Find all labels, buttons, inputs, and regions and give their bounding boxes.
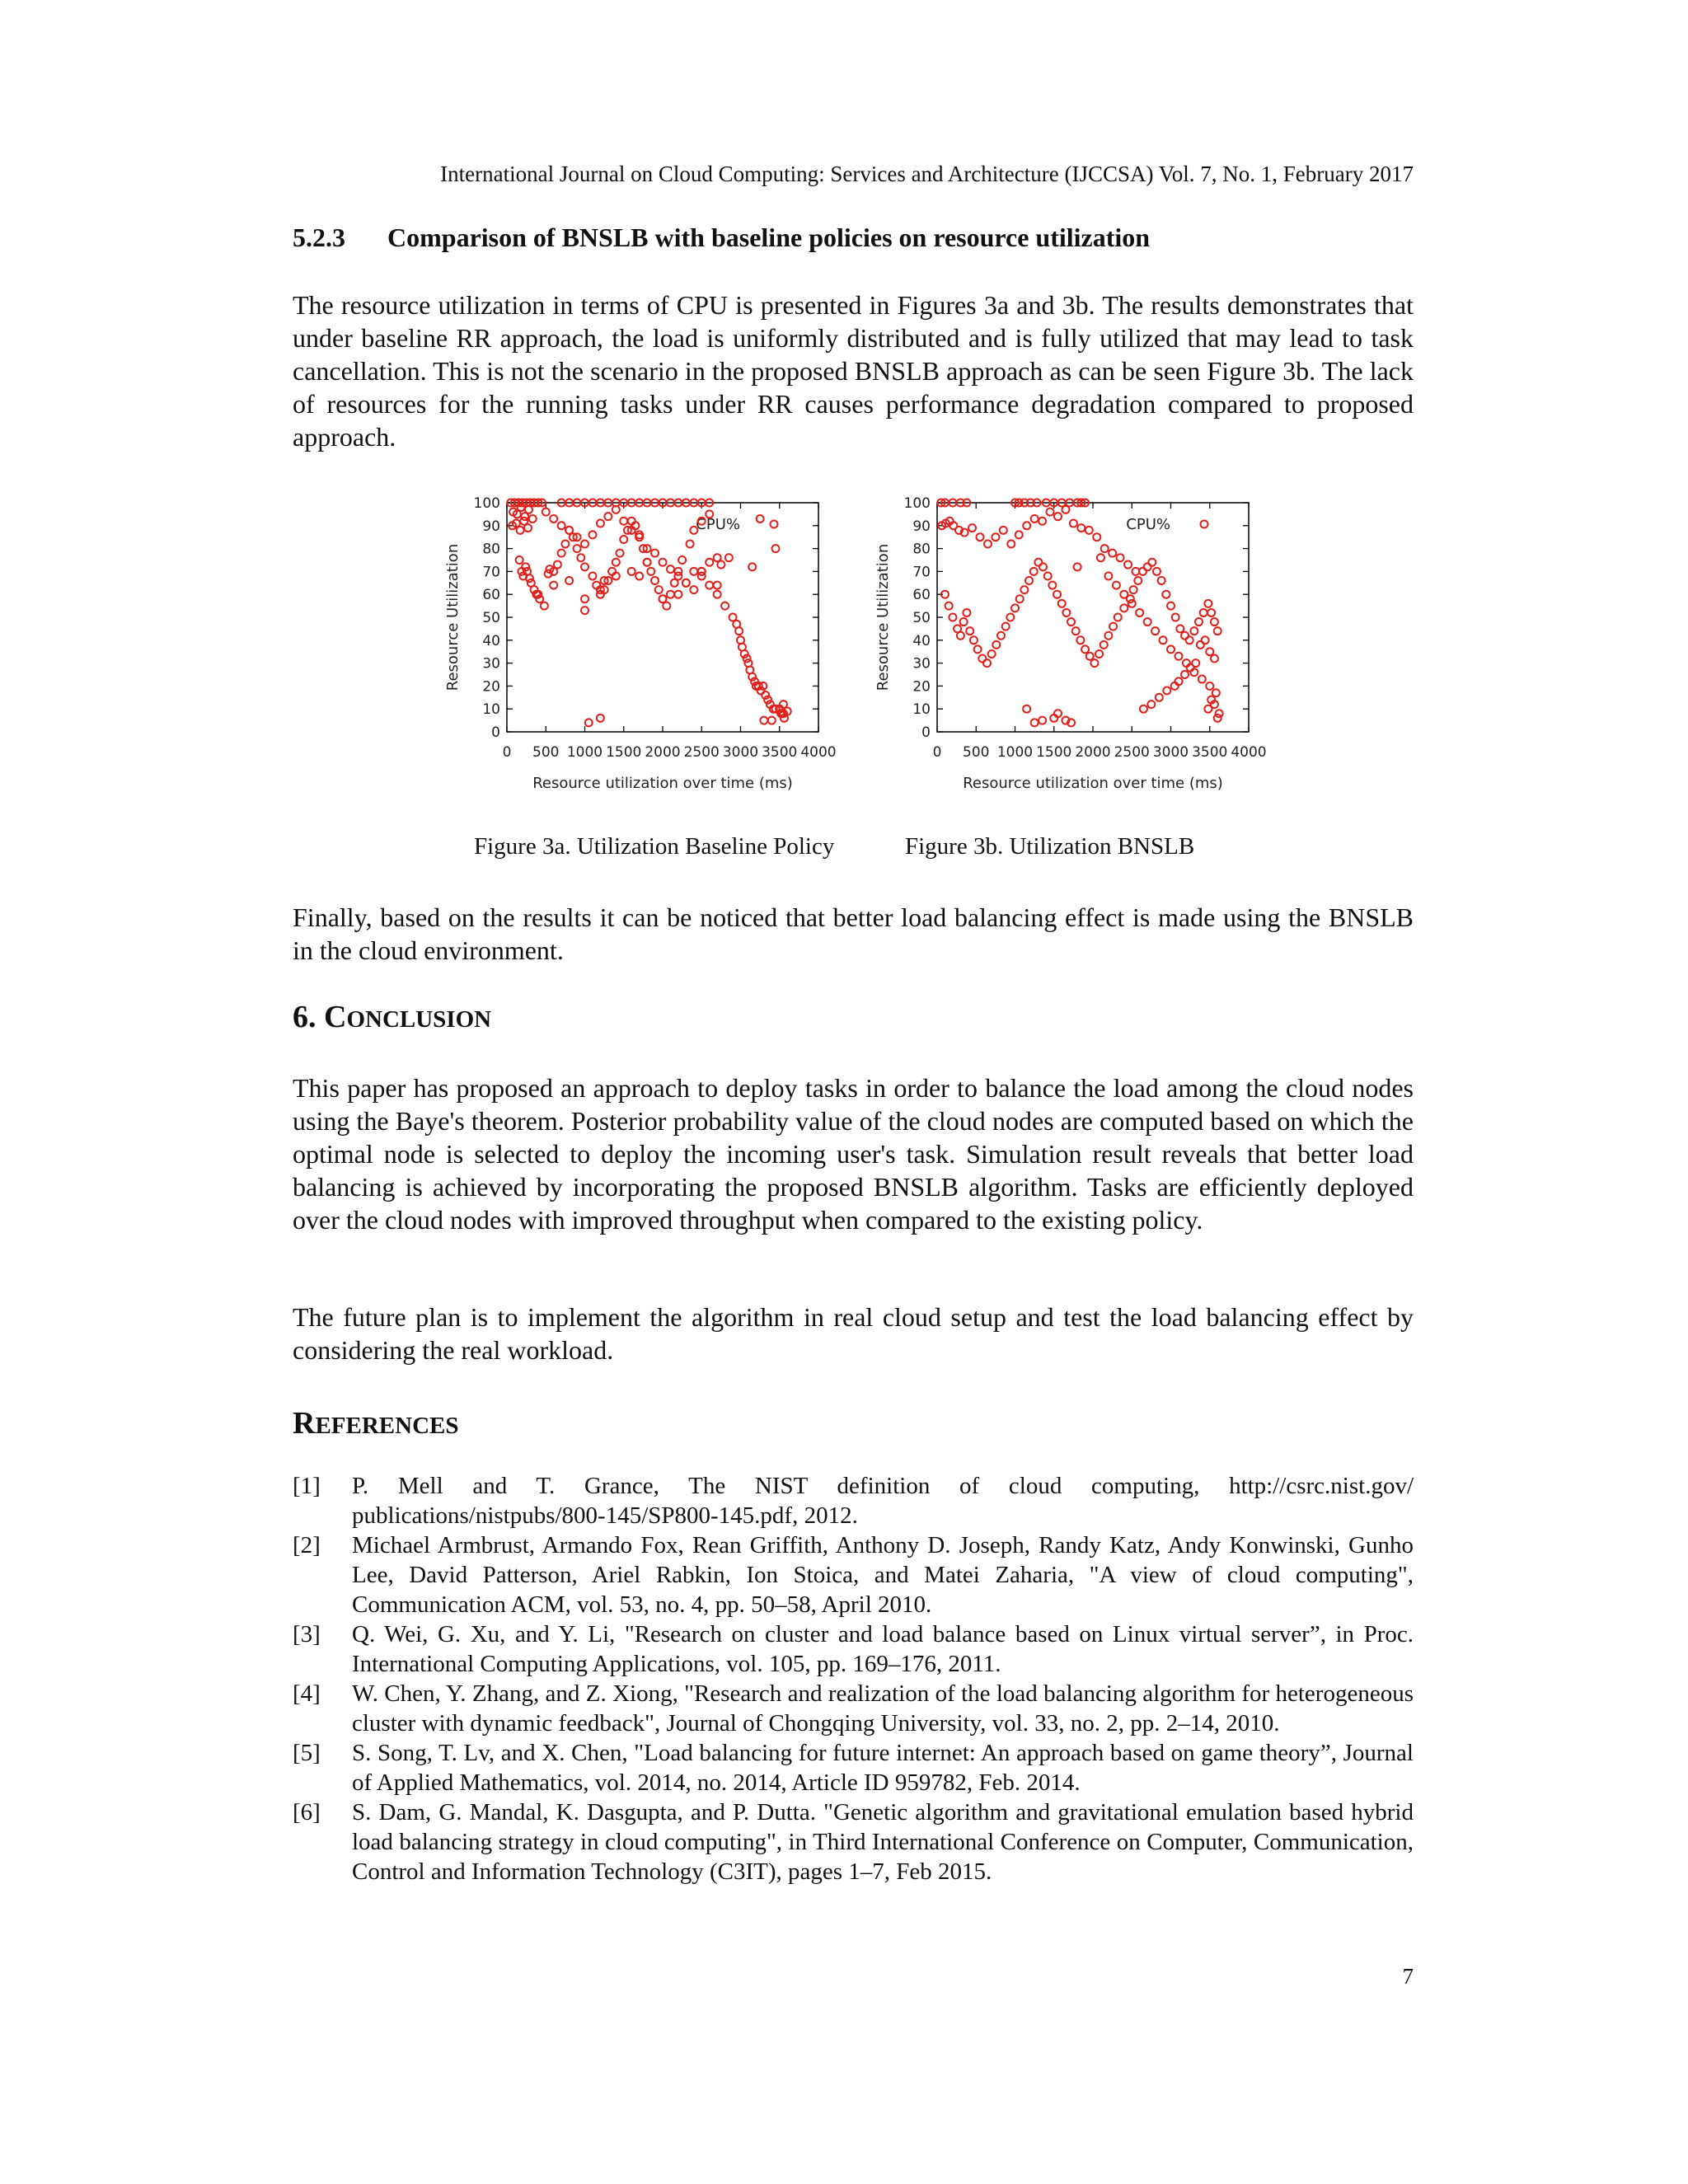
fig3b-y-tick-label: 90 bbox=[912, 518, 931, 535]
fig3b-data-point bbox=[1204, 705, 1212, 713]
fig3a-data-point bbox=[588, 572, 596, 579]
fig3b-data-point bbox=[1198, 676, 1206, 683]
fig3b-data-point bbox=[1039, 563, 1047, 570]
figure-3b-chart bbox=[855, 490, 1283, 804]
fig3a-x-tick-label: 2500 bbox=[683, 744, 720, 761]
fig3b-data-point bbox=[1206, 682, 1213, 690]
fig3a-data-point bbox=[725, 554, 733, 561]
fig3b-data-point bbox=[1136, 609, 1143, 616]
fig3a-data-point bbox=[674, 572, 682, 579]
fig3b-x-tick-label: 1000 bbox=[996, 744, 1034, 761]
fig3b-legend-label: CPU% bbox=[1126, 516, 1170, 533]
reference-item bbox=[293, 1679, 1414, 1738]
fig3b-y-tick-label: 100 bbox=[903, 495, 931, 512]
fig3b-x-tick-label: 3000 bbox=[1152, 744, 1189, 761]
fig3a-data-point bbox=[574, 545, 581, 552]
fig3a-data-point bbox=[550, 515, 557, 523]
fig3b-data-point bbox=[988, 650, 996, 658]
fig3a-data-point bbox=[558, 550, 565, 557]
fig3a-data-point bbox=[757, 515, 764, 523]
fig3b-data-point bbox=[1031, 719, 1039, 726]
fig3b-data-point bbox=[1153, 568, 1160, 575]
fig3b-x-axis-label: Resource utilization over time (ms) bbox=[963, 775, 1223, 792]
fig3b-data-point bbox=[1000, 527, 1007, 534]
reference-index: [5] bbox=[293, 1740, 321, 1766]
fig3b-data-point bbox=[1124, 561, 1132, 569]
fig3a-x-tick-label: 500 bbox=[532, 744, 560, 761]
fig3b-data-point bbox=[1181, 671, 1189, 678]
fig3a-data-point bbox=[585, 719, 593, 726]
references-heading-rest: EFERENCES bbox=[315, 1413, 459, 1439]
fig3a-data-point bbox=[561, 541, 569, 548]
fig3a-data-point bbox=[687, 541, 694, 548]
fig3b-data-point bbox=[1023, 705, 1030, 713]
fig3b-data-point bbox=[966, 627, 973, 635]
fig3b-data-point bbox=[984, 541, 992, 548]
reference-item bbox=[293, 1530, 1414, 1619]
section-number: 5.2.3 bbox=[293, 223, 345, 252]
fig3a-y-tick-label: 50 bbox=[482, 610, 500, 626]
fig3b-data-point bbox=[1214, 627, 1221, 635]
fig3b-data-point bbox=[1062, 609, 1070, 616]
fig3b-data-point bbox=[1206, 648, 1213, 655]
fig3b-data-point bbox=[945, 602, 953, 610]
fig3a-data-point bbox=[667, 565, 674, 573]
fig3b-data-point bbox=[1002, 623, 1010, 630]
fig3a-data-point bbox=[698, 568, 706, 575]
fig3b-y-tick-label: 10 bbox=[912, 701, 931, 719]
fig3b-data-point bbox=[957, 632, 964, 640]
fig3a-x-tick-label: 1500 bbox=[606, 744, 642, 761]
fig3b-data-point bbox=[1020, 586, 1028, 593]
reference-text: Michael Armbrust, Armando Fox, Rean Griffith, Anthony D. Joseph, Randy Katz, Andy Konwinski, Gunho Lee, David Patterson, Ariel Rabkin, Ion Stoica, and Matei Zaharia, "A view of cloud computing", Communication ACM, vol. 53, no. 4, pp. 50–58, April 2010. bbox=[352, 1532, 1414, 1618]
fig3a-legend-marker bbox=[771, 521, 778, 528]
fig3b-data-point bbox=[1175, 653, 1182, 660]
fig3a-y-tick-label: 20 bbox=[482, 678, 500, 696]
fig3b-data-point bbox=[1216, 710, 1223, 717]
fig3a-data-point bbox=[717, 561, 724, 569]
fig3b-data-point bbox=[1200, 609, 1207, 616]
fig3b-data-point bbox=[1114, 614, 1122, 621]
fig3a-data-point bbox=[565, 527, 573, 534]
fig3a-data-point bbox=[735, 627, 743, 635]
references-heading-first: R bbox=[293, 1406, 316, 1441]
fig3b-data-point bbox=[1117, 554, 1124, 561]
fig3a-y-tick-label: 0 bbox=[491, 724, 500, 741]
fig3a-data-point bbox=[659, 595, 667, 602]
fig3b-data-point bbox=[1070, 520, 1077, 527]
fig3b-data-point bbox=[1130, 586, 1137, 593]
fig3a-data-point bbox=[516, 556, 523, 564]
fig3a-data-point bbox=[748, 563, 756, 570]
fig3a-y-tick-label: 30 bbox=[482, 655, 500, 673]
fig3b-y-tick-label: 70 bbox=[912, 564, 931, 581]
fig3b-data-point bbox=[963, 609, 970, 616]
reference-index: [4] bbox=[293, 1680, 321, 1707]
fig3a-data-point bbox=[554, 561, 561, 569]
fig3b-data-point bbox=[1156, 694, 1163, 701]
fig3b-data-point bbox=[983, 659, 991, 667]
fig3a-data-point bbox=[558, 522, 565, 529]
fig3a-data-point bbox=[674, 591, 682, 598]
fig3a-data-point bbox=[659, 559, 667, 566]
fig3a-data-point bbox=[581, 541, 588, 548]
fig3b-x-tick-label: 500 bbox=[963, 744, 990, 761]
fig3a-x-tick-label: 4000 bbox=[800, 744, 837, 761]
reference-index: [1] bbox=[293, 1473, 321, 1499]
fig3b-data-point bbox=[1195, 618, 1203, 626]
reference-text: W. Chen, Y. Zhang, and Z. Xiong, "Research and realization of the load balancing algorithm for heterogeneous cluster with dynamic feedback", Journal of Chongqing University, vol. 33, no. 2, pp. 2–14, 2010. bbox=[352, 1680, 1414, 1736]
fig3a-data-point bbox=[529, 515, 537, 523]
fig3a-y-tick-label: 70 bbox=[482, 564, 500, 581]
fig3a-data-point bbox=[620, 536, 627, 543]
fig3a-data-point bbox=[667, 591, 674, 598]
fig3a-data-point bbox=[565, 577, 573, 584]
fig3b-data-point bbox=[1197, 641, 1204, 649]
fig3b-data-point bbox=[1104, 632, 1112, 640]
fig3b-data-point bbox=[970, 636, 978, 644]
fig3b-y-tick-label: 30 bbox=[912, 655, 931, 673]
fig3a-y-tick-label: 60 bbox=[482, 587, 500, 604]
fig3a-data-point bbox=[597, 520, 604, 527]
fig3a-data-point bbox=[706, 582, 713, 589]
fig3a-data-point bbox=[706, 559, 713, 566]
figure-3a-chart bbox=[424, 490, 853, 804]
fig3b-x-tick-label: 1500 bbox=[1036, 744, 1072, 761]
reference-text: S. Dam, G. Mandal, K. Dasgupta, and P. Dutta. "Genetic algorithm and gravitational emulation based hybrid load balancing strategy in cloud computing", in Third International Conference on Computer, Communication, Control and Information Technology (C3IT), pages 1–7, Feb 2015. bbox=[352, 1799, 1414, 1885]
fig3b-data-point bbox=[1172, 614, 1179, 621]
fig3b-data-point bbox=[1034, 559, 1042, 566]
fig3a-data-point bbox=[678, 556, 686, 564]
fig3b-data-point bbox=[1214, 715, 1221, 722]
fig3b-data-point bbox=[1144, 618, 1151, 626]
fig3b-data-point bbox=[1100, 641, 1108, 649]
fig3b-y-tick-label: 50 bbox=[912, 610, 931, 626]
fig3a-data-point bbox=[690, 586, 697, 593]
fig3b-y-tick-label: 0 bbox=[921, 724, 931, 741]
fig3b-data-point bbox=[1053, 591, 1061, 598]
fig3b-data-point bbox=[1147, 701, 1155, 708]
fig3b-data-point bbox=[949, 614, 956, 621]
reference-item bbox=[293, 1797, 1414, 1886]
fig3b-data-point bbox=[1085, 527, 1093, 534]
fig3b-y-tick-label: 80 bbox=[912, 541, 931, 558]
fig3a-y-tick-label: 80 bbox=[482, 541, 500, 558]
fig3a-data-point bbox=[550, 582, 557, 589]
fig3b-data-point bbox=[1148, 559, 1156, 566]
fig3b-data-point bbox=[992, 641, 1000, 649]
section-title bbox=[293, 223, 1150, 253]
fig3a-data-point bbox=[772, 545, 780, 552]
fig3b-data-point bbox=[1076, 636, 1084, 644]
fig3b-data-point bbox=[978, 655, 986, 663]
fig3b-data-point bbox=[1039, 518, 1046, 525]
fig3b-data-point bbox=[1109, 550, 1116, 557]
fig3b-data-point bbox=[1162, 591, 1170, 598]
reference-list bbox=[293, 1471, 1414, 1886]
fig3b-x-tick-label: 4000 bbox=[1231, 744, 1267, 761]
fig3a-data-point bbox=[525, 506, 532, 513]
conclusion-heading bbox=[293, 999, 491, 1035]
fig3a-y-axis-label: Resource Utilization bbox=[444, 543, 462, 691]
fig3b-data-point bbox=[1101, 545, 1109, 552]
fig3b-data-point bbox=[1086, 653, 1094, 660]
fig3b-data-point bbox=[976, 533, 983, 541]
fig3b-data-point bbox=[1048, 582, 1056, 589]
reference-index: [6] bbox=[293, 1799, 321, 1825]
fig3a-data-point bbox=[768, 717, 776, 724]
fig3a-data-point bbox=[714, 591, 721, 598]
reference-index: [2] bbox=[293, 1532, 321, 1558]
fig3b-data-point bbox=[1140, 705, 1147, 713]
fig3b-data-point bbox=[1077, 524, 1085, 532]
fig3a-data-point bbox=[620, 518, 627, 525]
fig3b-data-point bbox=[974, 645, 982, 653]
fig3b-data-point bbox=[1044, 572, 1052, 579]
fig3b-data-point bbox=[968, 524, 976, 532]
fig3b-data-point bbox=[1093, 533, 1100, 541]
fig3b-data-point bbox=[1120, 591, 1128, 598]
fig3a-y-tick-label: 10 bbox=[482, 701, 500, 719]
fig3a-data-point bbox=[524, 524, 532, 532]
fig3b-data-point bbox=[1202, 636, 1209, 644]
fig3b-x-tick-label: 2000 bbox=[1075, 744, 1111, 761]
reference-text: P. Mell and T. Grance, The NIST definition of cloud computing, http://csrc.nist.gov/ publications/nistpubs/800-145/SP800-145.pdf, 2012. bbox=[352, 1473, 1414, 1529]
fig3a-data-point bbox=[612, 559, 620, 566]
fig3b-data-point bbox=[1062, 506, 1069, 513]
reference-item bbox=[293, 1738, 1414, 1797]
fig3b-x-tick-label: 2500 bbox=[1114, 744, 1150, 761]
fig3a-data-point bbox=[581, 595, 588, 602]
fig3a-x-tick-label: 0 bbox=[502, 744, 512, 761]
fig3b-data-point bbox=[1054, 513, 1062, 520]
fig3a-data-point bbox=[542, 509, 550, 516]
fig3b-data-point bbox=[1039, 717, 1046, 724]
running-head: International Journal on Cloud Computing: Services and Architecture (IJCCSA) Vol. 7, No. 1, February 2017 bbox=[440, 162, 1414, 186]
fig3a-x-tick-label: 2000 bbox=[645, 744, 681, 761]
conclusion-heading-first: C bbox=[324, 1000, 347, 1034]
fig3b-data-point bbox=[1006, 614, 1014, 621]
fig3b-data-point bbox=[1151, 627, 1159, 635]
fig3a-x-axis-label: Resource utilization over time (ms) bbox=[532, 775, 793, 792]
fig3b-data-point bbox=[1190, 627, 1198, 635]
fig3b-data-point bbox=[1025, 577, 1033, 584]
fig3b-data-point bbox=[1128, 600, 1136, 607]
fig3a-data-point bbox=[517, 527, 524, 534]
fig3b-data-point bbox=[1030, 568, 1038, 575]
fig3a-data-point bbox=[714, 582, 721, 589]
fig3a-data-point bbox=[588, 531, 596, 538]
fig3a-data-point bbox=[760, 717, 767, 724]
fig3a-data-point bbox=[651, 550, 659, 557]
fig3b-legend-marker bbox=[1201, 521, 1208, 528]
figure-3a-caption: Figure 3a. Utilization Baseline Policy bbox=[474, 833, 835, 860]
fig3a-data-point bbox=[644, 559, 651, 566]
fig3b-y-axis-label: Resource Utilization bbox=[874, 543, 892, 691]
fig3b-data-point bbox=[1158, 577, 1165, 584]
reference-item bbox=[293, 1471, 1414, 1530]
fig3a-data-point bbox=[581, 563, 588, 570]
fig3a-x-tick-label: 1000 bbox=[566, 744, 603, 761]
fig3b-data-point bbox=[1186, 636, 1193, 644]
fig3b-data-point bbox=[1167, 645, 1175, 653]
fig3a-data-point bbox=[647, 568, 654, 575]
fig3a-legend-label: CPU% bbox=[696, 516, 740, 533]
fig3b-data-point bbox=[1134, 577, 1142, 584]
fig3a-data-point bbox=[617, 550, 624, 557]
fig3b-data-point bbox=[1007, 541, 1015, 548]
fig3b-data-point bbox=[1207, 609, 1215, 616]
fig3b-data-point bbox=[1167, 602, 1175, 610]
section-title-text: Comparison of BNSLB with baseline policies on resource utilization bbox=[387, 223, 1151, 252]
fig3b-data-point bbox=[992, 533, 999, 541]
fig3a-x-tick-label: 3500 bbox=[762, 744, 798, 761]
fig3b-data-point bbox=[1163, 687, 1170, 694]
fig3b-data-point bbox=[1095, 650, 1103, 658]
fig3a-data-point bbox=[721, 602, 729, 610]
page-number: 7 bbox=[1402, 1964, 1414, 1989]
fig3b-data-point bbox=[1090, 659, 1098, 667]
references-heading bbox=[293, 1405, 459, 1441]
fig3a-y-tick-label: 100 bbox=[473, 495, 500, 512]
fig3b-data-point bbox=[1113, 582, 1120, 589]
fig3b-data-point bbox=[1015, 531, 1023, 538]
section-paragraph: The resource utilization in terms of CPU is presented in Figures 3a and 3b. The results demonstrates that under baseline RR approach, the load is uniformly distributed and is fully utilized that may lead to task cancellation. This is not the scenario in the proposed BNSLB approach as can be seen Figure 3b. The lack of resources for the running tasks under RR causes performance degradation compared to proposed approach. bbox=[293, 290, 1414, 452]
fig3a-data-point bbox=[581, 607, 588, 614]
reference-text: S. Song, T. Lv, and X. Chen, "Load balancing for future internet: An approach based on game theory”, Journal of Applied Mathematics, vol. 2014, no. 2014, Article ID 959782, Feb. 2014. bbox=[352, 1740, 1414, 1796]
fig3a-y-tick-label: 90 bbox=[482, 518, 500, 535]
fig3b-data-point bbox=[1081, 645, 1089, 653]
fig3b-data-point bbox=[1067, 618, 1075, 626]
fig3b-data-point bbox=[1176, 625, 1184, 632]
fig3a-y-tick-label: 40 bbox=[482, 632, 500, 649]
fig3b-data-point bbox=[1011, 604, 1019, 612]
fig3b-data-point bbox=[1072, 627, 1080, 635]
fig3b-x-tick-label: 3500 bbox=[1192, 744, 1228, 761]
fig3a-x-tick-label: 3000 bbox=[722, 744, 759, 761]
fig3b-data-point bbox=[1097, 554, 1104, 561]
fig3b-x-tick-label: 0 bbox=[932, 744, 942, 761]
fig3b-y-tick-label: 60 bbox=[912, 587, 931, 604]
fig3b-data-point bbox=[1204, 600, 1212, 607]
fig3b-data-point bbox=[1031, 515, 1039, 523]
fig3a-data-point bbox=[541, 602, 548, 610]
fig3b-data-point bbox=[1016, 595, 1024, 602]
fig3a-data-point bbox=[655, 586, 663, 593]
fig3a-data-point bbox=[604, 513, 612, 520]
fig3b-data-point bbox=[1104, 572, 1112, 579]
fig3a-data-point bbox=[682, 579, 690, 587]
fig3a-data-point bbox=[577, 554, 584, 561]
fig3b-y-tick-label: 20 bbox=[912, 678, 931, 696]
closing-paragraph: Finally, based on the results it can be noticed that better load balancing effect is made using the BNSLB in the cloud environment. bbox=[293, 902, 1414, 965]
fig3a-data-point bbox=[690, 568, 697, 575]
fig3b-data-point bbox=[1120, 604, 1128, 612]
fig3b-data-point bbox=[1160, 636, 1167, 644]
fig3b-data-point bbox=[1023, 522, 1030, 529]
fig3b-data-point bbox=[1212, 689, 1220, 696]
conclusion-heading-rest: ONCLUSION bbox=[346, 1006, 492, 1033]
fig3b-data-point bbox=[1181, 632, 1189, 640]
reference-text: Q. Wei, G. Xu, and Y. Li, "Research on cluster and load balance based on Linux virtual server”, in Proc. International Computing Applications, vol. 105, pp. 169–176, 2011. bbox=[352, 1621, 1414, 1677]
fig3b-data-point bbox=[1211, 618, 1218, 626]
conclusion-paragraph-2: The future plan is to implement the algorithm in real cloud setup and test the load balancing effect by considering the real workload. bbox=[293, 1302, 1414, 1365]
reference-item bbox=[293, 1619, 1414, 1679]
fig3b-y-tick-label: 40 bbox=[912, 632, 931, 649]
fig3a-data-point bbox=[635, 572, 643, 579]
fig3b-data-point bbox=[1144, 563, 1151, 570]
fig3b-data-point bbox=[1047, 509, 1054, 516]
fig3b-data-point bbox=[997, 632, 1005, 640]
conclusion-paragraph-1: This paper has proposed an approach to deploy tasks in order to balance the load among the cloud nodes using the Baye's theorem. Posterior probability value of the cloud nodes are computed based on which the optimal node is selected to deploy the incoming user's task. Simulation result reveals that better load balancing is achieved by incorporating the proposed BNSLB algorithm. Tasks are efficiently deployed over the cloud nodes with improved throughput when compared to the existing policy. bbox=[293, 1073, 1414, 1235]
fig3b-data-point bbox=[1058, 600, 1066, 607]
fig3a-data-point bbox=[597, 715, 604, 722]
fig3b-data-point bbox=[1074, 563, 1081, 570]
fig3b-data-point bbox=[960, 618, 968, 626]
reference-index: [3] bbox=[293, 1621, 321, 1647]
fig3a-data-point bbox=[628, 568, 635, 575]
figure-3b-caption: Figure 3b. Utilization BNSLB bbox=[905, 833, 1195, 860]
fig3b-data-point bbox=[1211, 655, 1218, 663]
fig3b-data-point bbox=[1109, 623, 1117, 630]
conclusion-number: 6. bbox=[293, 1000, 324, 1034]
fig3a-data-point bbox=[651, 577, 659, 584]
